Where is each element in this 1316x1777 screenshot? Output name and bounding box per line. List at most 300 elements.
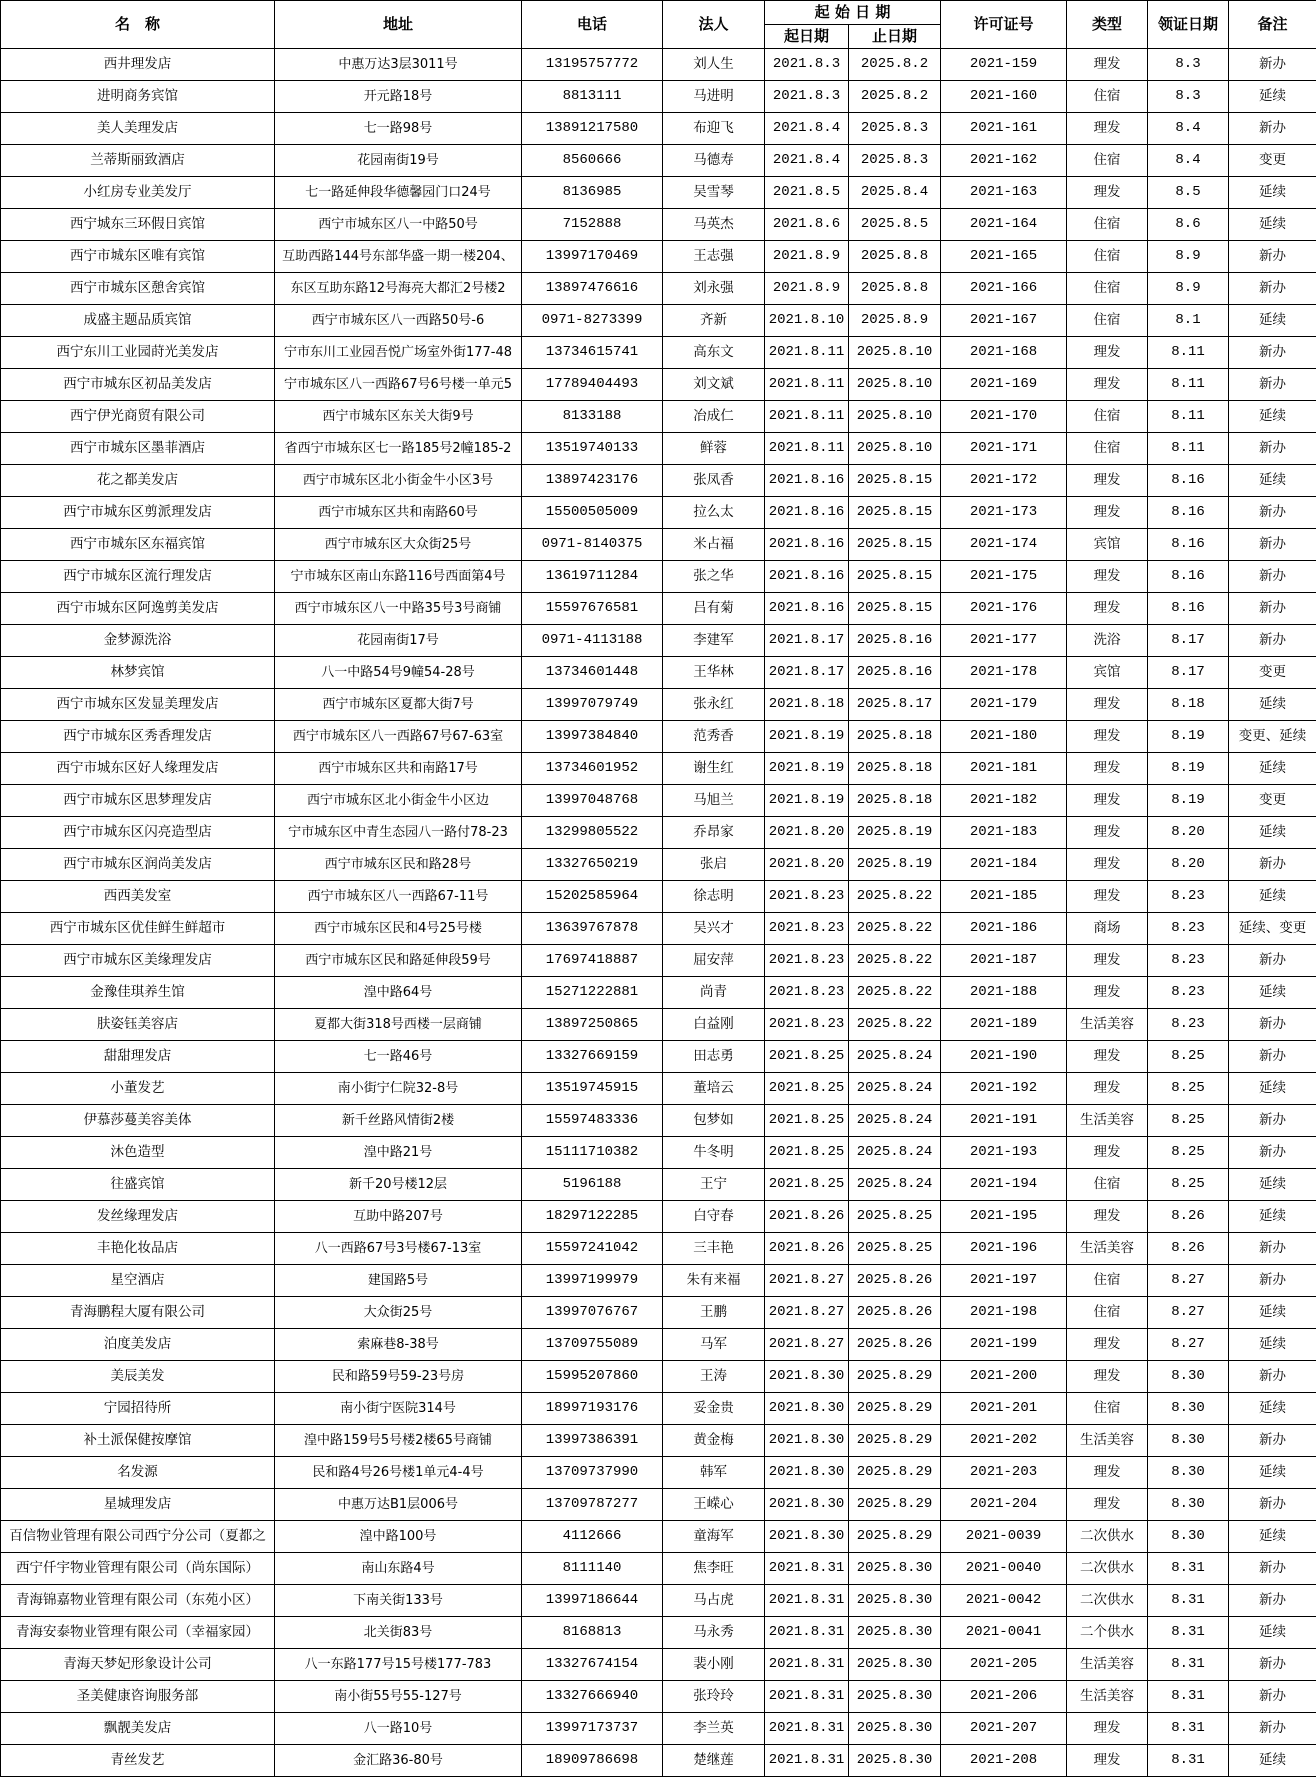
cell-issue: 8.19 [1148, 785, 1229, 817]
cell-phone: 18997193176 [522, 1393, 663, 1425]
cell-name: 青丝发艺 [1, 1745, 275, 1777]
cell-name: 西宁市城东区润尚美发店 [1, 849, 275, 881]
cell-start: 2021.8.16 [765, 497, 849, 529]
cell-name: 西宁市城东区思梦理发店 [1, 785, 275, 817]
cell-name: 西宁市城东区发显美理发店 [1, 689, 275, 721]
cell-name: 西宁城东三环假日宾馆 [1, 209, 275, 241]
cell-issue: 8.27 [1148, 1297, 1229, 1329]
cell-start: 2021.8.23 [765, 945, 849, 977]
cell-license: 2021-0039 [941, 1521, 1067, 1553]
cell-legal: 马占虎 [663, 1585, 765, 1617]
cell-name: 宁园招待所 [1, 1393, 275, 1425]
cell-phone: 13897423176 [522, 465, 663, 497]
cell-end: 2025.8.22 [849, 977, 941, 1009]
cell-address: 新千丝路风情街2楼 [275, 1105, 522, 1137]
cell-phone: 13997386391 [522, 1425, 663, 1457]
cell-type: 理发 [1067, 177, 1148, 209]
cell-license: 2021-168 [941, 337, 1067, 369]
cell-note: 延续 [1229, 1521, 1316, 1553]
cell-start: 2021.8.31 [765, 1553, 849, 1585]
cell-end: 2025.8.29 [849, 1361, 941, 1393]
cell-start: 2021.8.31 [765, 1681, 849, 1713]
cell-license: 2021-195 [941, 1201, 1067, 1233]
cell-legal: 包梦如 [663, 1105, 765, 1137]
cell-start: 2021.8.11 [765, 369, 849, 401]
cell-end: 2025.8.29 [849, 1425, 941, 1457]
cell-name: 西宁市城东区憩舍宾馆 [1, 273, 275, 305]
cell-start: 2021.8.23 [765, 977, 849, 1009]
cell-note: 延续 [1229, 1457, 1316, 1489]
cell-address: 西宁市城东区八一中路50号 [275, 209, 522, 241]
cell-type: 理发 [1067, 1329, 1148, 1361]
cell-phone: 15111710382 [522, 1137, 663, 1169]
cell-type: 理发 [1067, 1745, 1148, 1777]
cell-start: 2021.8.9 [765, 241, 849, 273]
cell-legal: 王志强 [663, 241, 765, 273]
cell-note: 变更、延续 [1229, 721, 1316, 753]
cell-type: 住宿 [1067, 1393, 1148, 1425]
cell-issue: 8.31 [1148, 1617, 1229, 1649]
cell-end: 2025.8.29 [849, 1521, 941, 1553]
cell-address: 南小街55号55-127号 [275, 1681, 522, 1713]
cell-license: 2021-188 [941, 977, 1067, 1009]
cell-issue: 8.26 [1148, 1233, 1229, 1265]
cell-issue: 8.18 [1148, 689, 1229, 721]
cell-type: 住宿 [1067, 209, 1148, 241]
cell-end: 2025.8.10 [849, 337, 941, 369]
cell-address: 北关街83号 [275, 1617, 522, 1649]
cell-address: 民和路4号26号楼1单元4-4号 [275, 1457, 522, 1489]
table-row [1, 977, 1316, 1009]
cell-issue: 8.26 [1148, 1201, 1229, 1233]
cell-license: 2021-0040 [941, 1553, 1067, 1585]
cell-type: 生活美容 [1067, 1425, 1148, 1457]
cell-type: 理发 [1067, 689, 1148, 721]
cell-address: 八一路10号 [275, 1713, 522, 1745]
cell-issue: 8.23 [1148, 881, 1229, 913]
cell-name: 西宁市城东区东福宾馆 [1, 529, 275, 561]
table-row [1, 1009, 1316, 1041]
cell-name: 名发源 [1, 1457, 275, 1489]
cell-phone: 13709755089 [522, 1329, 663, 1361]
cell-note: 延续 [1229, 689, 1316, 721]
cell-note: 延续 [1229, 177, 1316, 209]
cell-issue: 8.27 [1148, 1265, 1229, 1297]
cell-start: 2021.8.10 [765, 305, 849, 337]
cell-legal: 张永红 [663, 689, 765, 721]
cell-type: 住宿 [1067, 1169, 1148, 1201]
cell-end: 2025.8.15 [849, 497, 941, 529]
cell-address: 西宁市城东区民和路28号 [275, 849, 522, 881]
cell-license: 2021-173 [941, 497, 1067, 529]
cell-note: 新办 [1229, 849, 1316, 881]
cell-name: 泊度美发店 [1, 1329, 275, 1361]
cell-address: 八一西路67号3号楼67-13室 [275, 1233, 522, 1265]
table-row [1, 817, 1316, 849]
header-period: 起 始 日 期 [765, 1, 941, 25]
cell-address: 宁市城东区南山东路116号西面第4号 [275, 561, 522, 593]
cell-end: 2025.8.18 [849, 721, 941, 753]
cell-end: 2025.8.26 [849, 1265, 941, 1297]
cell-legal: 刘永强 [663, 273, 765, 305]
cell-legal: 李建军 [663, 625, 765, 657]
table-row [1, 1649, 1316, 1681]
cell-issue: 8.16 [1148, 465, 1229, 497]
cell-phone: 13327669159 [522, 1041, 663, 1073]
cell-note: 延续 [1229, 977, 1316, 1009]
cell-end: 2025.8.22 [849, 945, 941, 977]
cell-legal: 李兰英 [663, 1713, 765, 1745]
cell-legal: 黄金梅 [663, 1425, 765, 1457]
header-issue: 领证日期 [1148, 1, 1229, 49]
cell-end: 2025.8.24 [849, 1105, 941, 1137]
cell-type: 理发 [1067, 1361, 1148, 1393]
cell-license: 2021-192 [941, 1073, 1067, 1105]
cell-type: 理发 [1067, 1137, 1148, 1169]
cell-phone: 5196188 [522, 1169, 663, 1201]
cell-name: 沐色造型 [1, 1137, 275, 1169]
table-row [1, 433, 1316, 465]
cell-end: 2025.8.5 [849, 209, 941, 241]
cell-start: 2021.8.26 [765, 1201, 849, 1233]
cell-end: 2025.8.30 [849, 1585, 941, 1617]
cell-address: 民和路59号59-23号房 [275, 1361, 522, 1393]
cell-address: 宁市东川工业园吾悦广场室外街177-48 [275, 337, 522, 369]
cell-address: 开元路18号 [275, 81, 522, 113]
cell-legal: 齐新 [663, 305, 765, 337]
cell-phone: 0971-8140375 [522, 529, 663, 561]
cell-phone: 8168813 [522, 1617, 663, 1649]
table-row [1, 1617, 1316, 1649]
cell-issue: 8.9 [1148, 241, 1229, 273]
cell-address: 西宁市城东区共和南路17号 [275, 753, 522, 785]
cell-start: 2021.8.30 [765, 1521, 849, 1553]
cell-type: 生活美容 [1067, 1105, 1148, 1137]
cell-issue: 8.25 [1148, 1169, 1229, 1201]
cell-license: 2021-189 [941, 1009, 1067, 1041]
cell-address: 八一中路54号9幢54-28号 [275, 657, 522, 689]
cell-phone: 15202585964 [522, 881, 663, 913]
table-row [1, 785, 1316, 817]
cell-start: 2021.8.11 [765, 401, 849, 433]
cell-license: 2021-201 [941, 1393, 1067, 1425]
cell-address: 西宁市城东区民和4号25号楼 [275, 913, 522, 945]
cell-issue: 8.16 [1148, 593, 1229, 625]
cell-end: 2025.8.22 [849, 1009, 941, 1041]
cell-issue: 8.25 [1148, 1041, 1229, 1073]
cell-license: 2021-194 [941, 1169, 1067, 1201]
cell-name: 西井理发店 [1, 49, 275, 81]
cell-address: 金汇路36-80号 [275, 1745, 522, 1777]
cell-note: 延续 [1229, 1201, 1316, 1233]
table-row [1, 625, 1316, 657]
cell-license: 2021-174 [941, 529, 1067, 561]
cell-legal: 屈安萍 [663, 945, 765, 977]
cell-note: 新办 [1229, 113, 1316, 145]
cell-end: 2025.8.18 [849, 785, 941, 817]
cell-name: 进明商务宾馆 [1, 81, 275, 113]
cell-type: 理发 [1067, 113, 1148, 145]
cell-issue: 8.17 [1148, 657, 1229, 689]
cell-phone: 15597241042 [522, 1233, 663, 1265]
cell-type: 理发 [1067, 849, 1148, 881]
cell-address: 七一路98号 [275, 113, 522, 145]
cell-type: 住宿 [1067, 81, 1148, 113]
cell-address: 花园南街19号 [275, 145, 522, 177]
cell-start: 2021.8.31 [765, 1745, 849, 1777]
cell-legal: 拉么太 [663, 497, 765, 529]
cell-address: 西宁市城东区八一中路35号3号商铺 [275, 593, 522, 625]
cell-license: 2021-169 [941, 369, 1067, 401]
cell-license: 2021-160 [941, 81, 1067, 113]
cell-legal: 董培云 [663, 1073, 765, 1105]
cell-end: 2025.8.9 [849, 305, 941, 337]
cell-phone: 13519740133 [522, 433, 663, 465]
table-row [1, 881, 1316, 913]
cell-license: 2021-202 [941, 1425, 1067, 1457]
cell-name: 西宁市城东区优佳鲜生鲜超市 [1, 913, 275, 945]
cell-legal: 刘文斌 [663, 369, 765, 401]
table-row [1, 81, 1316, 113]
cell-end: 2025.8.3 [849, 145, 941, 177]
cell-address: 西宁市城东区北小街金牛小区边 [275, 785, 522, 817]
table-row [1, 1233, 1316, 1265]
table-row [1, 209, 1316, 241]
cell-note: 新办 [1229, 1233, 1316, 1265]
cell-issue: 8.27 [1148, 1329, 1229, 1361]
cell-end: 2025.8.25 [849, 1201, 941, 1233]
cell-phone: 13997048768 [522, 785, 663, 817]
cell-legal: 米占福 [663, 529, 765, 561]
cell-license: 2021-172 [941, 465, 1067, 497]
table-row [1, 145, 1316, 177]
cell-legal: 范秀香 [663, 721, 765, 753]
cell-legal: 王鹏 [663, 1297, 765, 1329]
cell-type: 理发 [1067, 785, 1148, 817]
cell-end: 2025.8.18 [849, 753, 941, 785]
cell-issue: 8.11 [1148, 337, 1229, 369]
cell-issue: 8.9 [1148, 273, 1229, 305]
cell-end: 2025.8.16 [849, 657, 941, 689]
cell-issue: 8.30 [1148, 1521, 1229, 1553]
cell-address: 七一路46号 [275, 1041, 522, 1073]
cell-type: 住宿 [1067, 1265, 1148, 1297]
cell-start: 2021.8.4 [765, 113, 849, 145]
cell-phone: 15500505009 [522, 497, 663, 529]
cell-name: 西宁市城东区好人缘理发店 [1, 753, 275, 785]
cell-issue: 8.23 [1148, 945, 1229, 977]
cell-note: 延续 [1229, 881, 1316, 913]
cell-type: 二次供水 [1067, 1585, 1148, 1617]
cell-issue: 8.3 [1148, 81, 1229, 113]
cell-type: 理发 [1067, 561, 1148, 593]
cell-issue: 8.31 [1148, 1649, 1229, 1681]
cell-start: 2021.8.25 [765, 1041, 849, 1073]
cell-end: 2025.8.30 [849, 1681, 941, 1713]
header-phone: 电话 [522, 1, 663, 49]
table-row [1, 1361, 1316, 1393]
cell-name: 金豫佳琪养生馆 [1, 977, 275, 1009]
cell-name: 美辰美发 [1, 1361, 275, 1393]
table-row [1, 177, 1316, 209]
cell-address: 中惠万达B1层006号 [275, 1489, 522, 1521]
table-row [1, 561, 1316, 593]
cell-start: 2021.8.3 [765, 81, 849, 113]
cell-start: 2021.8.31 [765, 1617, 849, 1649]
cell-note: 延续 [1229, 465, 1316, 497]
cell-name: 青海安泰物业管理有限公司（幸福家园） [1, 1617, 275, 1649]
cell-license: 2021-206 [941, 1681, 1067, 1713]
cell-legal: 马进明 [663, 81, 765, 113]
cell-issue: 8.6 [1148, 209, 1229, 241]
cell-issue: 8.11 [1148, 433, 1229, 465]
cell-type: 住宿 [1067, 433, 1148, 465]
cell-end: 2025.8.30 [849, 1745, 941, 1777]
cell-note: 延续 [1229, 1329, 1316, 1361]
cell-address: 西宁市城东区八一西路50号-6 [275, 305, 522, 337]
cell-license: 2021-179 [941, 689, 1067, 721]
cell-issue: 8.23 [1148, 977, 1229, 1009]
cell-phone: 15597676581 [522, 593, 663, 625]
cell-phone: 13299805522 [522, 817, 663, 849]
cell-start: 2021.8.27 [765, 1265, 849, 1297]
cell-start: 2021.8.3 [765, 49, 849, 81]
cell-name: 西宁市城东区流行理发店 [1, 561, 275, 593]
cell-legal: 张之华 [663, 561, 765, 593]
cell-start: 2021.8.16 [765, 561, 849, 593]
cell-name: 西宁市城东区初品美发店 [1, 369, 275, 401]
cell-start: 2021.8.25 [765, 1073, 849, 1105]
cell-phone: 13997170469 [522, 241, 663, 273]
cell-name: 西宁仟宇物业管理有限公司（尚东国际） [1, 1553, 275, 1585]
cell-issue: 8.31 [1148, 1585, 1229, 1617]
cell-legal: 吴兴才 [663, 913, 765, 945]
table-row [1, 369, 1316, 401]
cell-address: 东区互助东路12号海亮大都汇2号楼2 [275, 273, 522, 305]
table-row [1, 49, 1316, 81]
cell-phone: 13891217580 [522, 113, 663, 145]
table-row [1, 1585, 1316, 1617]
cell-legal: 张凤香 [663, 465, 765, 497]
cell-license: 2021-196 [941, 1233, 1067, 1265]
cell-start: 2021.8.27 [765, 1297, 849, 1329]
cell-name: 甜甜理发店 [1, 1041, 275, 1073]
cell-legal: 王涛 [663, 1361, 765, 1393]
cell-end: 2025.8.15 [849, 561, 941, 593]
cell-end: 2025.8.24 [849, 1137, 941, 1169]
cell-issue: 8.5 [1148, 177, 1229, 209]
cell-issue: 8.25 [1148, 1073, 1229, 1105]
cell-note: 延续 [1229, 401, 1316, 433]
cell-license: 2021-191 [941, 1105, 1067, 1137]
cell-issue: 8.30 [1148, 1361, 1229, 1393]
cell-name: 百信物业管理有限公司西宁分公司（夏都之 [1, 1521, 275, 1553]
table-header [1, 1, 1316, 49]
cell-legal: 徐志明 [663, 881, 765, 913]
cell-address: 西宁市城东区民和路延伸段59号 [275, 945, 522, 977]
cell-note: 新办 [1229, 561, 1316, 593]
cell-phone: 8111140 [522, 1553, 663, 1585]
cell-license: 2021-163 [941, 177, 1067, 209]
cell-type: 理发 [1067, 465, 1148, 497]
cell-address: 新千20号楼12层 [275, 1169, 522, 1201]
table-row [1, 1553, 1316, 1585]
cell-phone: 13897476616 [522, 273, 663, 305]
cell-end: 2025.8.30 [849, 1649, 941, 1681]
table-row [1, 1393, 1316, 1425]
cell-note: 变更 [1229, 145, 1316, 177]
cell-legal: 冶成仁 [663, 401, 765, 433]
header-name: 名 称 [1, 1, 275, 49]
cell-legal: 田志勇 [663, 1041, 765, 1073]
cell-address: 索麻巷8-38号 [275, 1329, 522, 1361]
cell-note: 延续 [1229, 1169, 1316, 1201]
cell-phone: 13734601952 [522, 753, 663, 785]
cell-name: 西宁市城东区秀香理发店 [1, 721, 275, 753]
cell-legal: 马军 [663, 1329, 765, 1361]
cell-address: 南山东路4号 [275, 1553, 522, 1585]
cell-legal: 白守春 [663, 1201, 765, 1233]
cell-note: 延续 [1229, 1297, 1316, 1329]
cell-note: 新办 [1229, 1041, 1316, 1073]
cell-end: 2025.8.22 [849, 881, 941, 913]
cell-name: 西宁市城东区阿逸剪美发店 [1, 593, 275, 625]
cell-name: 小董发艺 [1, 1073, 275, 1105]
cell-license: 2021-176 [941, 593, 1067, 625]
table-row [1, 1297, 1316, 1329]
cell-name: 青海锦嘉物业管理有限公司（东苑小区） [1, 1585, 275, 1617]
cell-phone: 13897250865 [522, 1009, 663, 1041]
cell-name: 兰蒂斯丽致酒店 [1, 145, 275, 177]
cell-start: 2021.8.25 [765, 1105, 849, 1137]
cell-end: 2025.8.25 [849, 1233, 941, 1265]
cell-phone: 13997079749 [522, 689, 663, 721]
cell-note: 新办 [1229, 1265, 1316, 1297]
cell-address: 下南关街133号 [275, 1585, 522, 1617]
header-note: 备注 [1229, 1, 1316, 49]
cell-phone: 18297122285 [522, 1201, 663, 1233]
cell-note: 新办 [1229, 1585, 1316, 1617]
cell-start: 2021.8.31 [765, 1585, 849, 1617]
cell-name: 星城理发店 [1, 1489, 275, 1521]
cell-note: 延续 [1229, 817, 1316, 849]
cell-start: 2021.8.18 [765, 689, 849, 721]
cell-end: 2025.8.30 [849, 1617, 941, 1649]
cell-type: 理发 [1067, 1457, 1148, 1489]
cell-address: 互助中路207号 [275, 1201, 522, 1233]
cell-type: 洗浴 [1067, 625, 1148, 657]
cell-type: 理发 [1067, 1489, 1148, 1521]
cell-issue: 8.30 [1148, 1425, 1229, 1457]
cell-license: 2021-181 [941, 753, 1067, 785]
cell-phone: 13997186644 [522, 1585, 663, 1617]
cell-issue: 8.20 [1148, 817, 1229, 849]
table-row [1, 1265, 1316, 1297]
cell-type: 住宿 [1067, 305, 1148, 337]
cell-note: 新办 [1229, 337, 1316, 369]
cell-phone: 13734615741 [522, 337, 663, 369]
cell-phone: 13327650219 [522, 849, 663, 881]
cell-license: 2021-199 [941, 1329, 1067, 1361]
cell-note: 新办 [1229, 1681, 1316, 1713]
header-legal: 法人 [663, 1, 765, 49]
cell-legal: 三丰艳 [663, 1233, 765, 1265]
cell-end: 2025.8.24 [849, 1041, 941, 1073]
cell-issue: 8.11 [1148, 401, 1229, 433]
cell-note: 新办 [1229, 1137, 1316, 1169]
cell-license: 2021-165 [941, 241, 1067, 273]
cell-end: 2025.8.24 [849, 1073, 941, 1105]
